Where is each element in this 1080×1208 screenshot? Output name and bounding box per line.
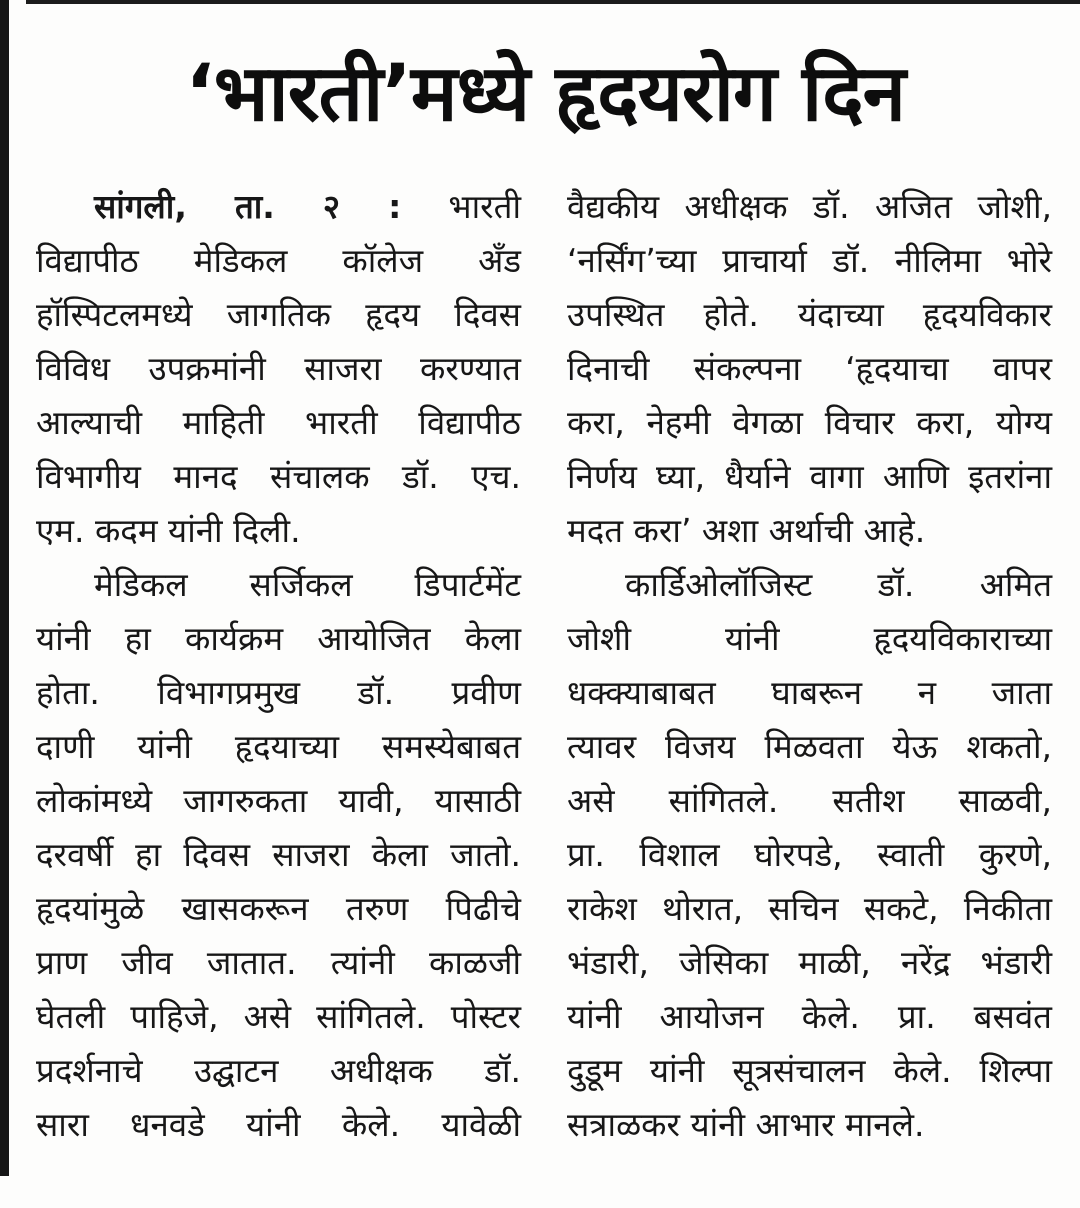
text-line: असे सांगितले. सतीश साळवी, bbox=[567, 781, 1052, 820]
text-line: होता. विभागप्रमुख डॉ. प्रवीण bbox=[36, 673, 521, 712]
text-line: जोशी यांनी हृदयविकाराच्या bbox=[567, 619, 1052, 658]
text-line: दाणी यांनी हृदयाच्या समस्येबाबत bbox=[36, 727, 521, 766]
headline: ‘भारती’मध्ये हृदयरोग दिन bbox=[185, 49, 905, 139]
text-line: उपस्थित होते. यंदाच्या हृदयविकार bbox=[567, 295, 1052, 334]
dateline bbox=[36, 180, 521, 234]
text-line: कार्डिओलॉजिस्ट डॉ. अमित bbox=[625, 565, 1052, 604]
article-body bbox=[36, 180, 1052, 1152]
text-line: हृदयांमुळे खासकरून तरुण पिढीचे bbox=[36, 889, 521, 928]
column-right bbox=[567, 180, 1052, 1152]
top-border-rule bbox=[26, 0, 1080, 4]
text-line: आल्याची माहिती भारती विद्यापीठ bbox=[36, 403, 521, 442]
text-line: घेतली पाहिजे, असे सांगितले. पोस्टर bbox=[36, 997, 521, 1036]
text-line: निर्णय घ्या, धैर्याने वागा आणि इतरांना bbox=[567, 457, 1052, 496]
text-line: विद्यापीठ मेडिकल कॉलेज अँड bbox=[36, 241, 521, 280]
text-line: वैद्यकीय अधीक्षक डॉ. अजित जोशी, bbox=[567, 187, 1052, 226]
column-left bbox=[36, 180, 521, 1152]
text-line: भंडारी, जेसिका माळी, नरेंद्र भंडारी bbox=[567, 943, 1052, 982]
text-line: हॉस्पिटलमध्ये जागतिक हृदय दिवस bbox=[36, 295, 521, 334]
text-line: दुडूम यांनी सूत्रसंचालन केले. शिल्पा bbox=[567, 1051, 1052, 1090]
text-line: राकेश थोरात, सचिन सकटे, निकीता bbox=[567, 889, 1052, 928]
text-line: लोकांमध्ये जागरुकता यावी, यासाठी bbox=[36, 781, 521, 820]
text-line: दरवर्षी हा दिवस साजरा केला जातो. bbox=[36, 835, 521, 874]
text-line: विभागीय मानद संचालक डॉ. एच. bbox=[36, 457, 521, 496]
text-line: धक्क्याबाबत घाबरून न जाता bbox=[567, 673, 1052, 712]
text-line: ‘नर्सिंग’च्या प्राचार्या डॉ. नीलिमा भोरे bbox=[567, 241, 1052, 280]
text-line: त्यावर विजय मिळवता येऊ शकतो, bbox=[567, 727, 1052, 766]
text-line: प्रा. विशाल घोरपडे, स्वाती कुरणे, bbox=[567, 835, 1052, 874]
left-border-rule bbox=[0, 0, 9, 1176]
text-line: यांनी आयोजन केले. प्रा. बसवंत bbox=[567, 997, 1052, 1036]
text-line: सत्राळकर यांनी आभार मानले. bbox=[567, 1105, 925, 1144]
text-line: दिनाची संकल्पना ‘हृदयाचा वापर bbox=[567, 349, 1052, 388]
text-line: मेडिकल सर्जिकल डिपार्टमेंट bbox=[94, 565, 521, 604]
text-line: मदत करा’ अशा अर्थाची आहे. bbox=[567, 511, 926, 550]
dateline-rest: भारती bbox=[401, 187, 522, 226]
dateline-location: सांगली, ता. २ : bbox=[94, 187, 402, 226]
text-line: यांनी हा कार्यक्रम आयोजित केला bbox=[36, 619, 521, 658]
text-line: करा, नेहमी वेगळा विचार करा, योग्य bbox=[567, 403, 1052, 442]
text-line: सारा धनवडे यांनी केले. यावेळी bbox=[36, 1105, 521, 1144]
text-line: विविध उपक्रमांनी साजरा करण्यात bbox=[36, 349, 521, 388]
text-line: एम. कदम यांनी दिली. bbox=[36, 511, 301, 550]
text-line: प्रदर्शनाचे उद्घाटन अधीक्षक डॉ. bbox=[36, 1051, 521, 1090]
text-line: प्राण जीव जातात. त्यांनी काळजी bbox=[36, 943, 521, 982]
